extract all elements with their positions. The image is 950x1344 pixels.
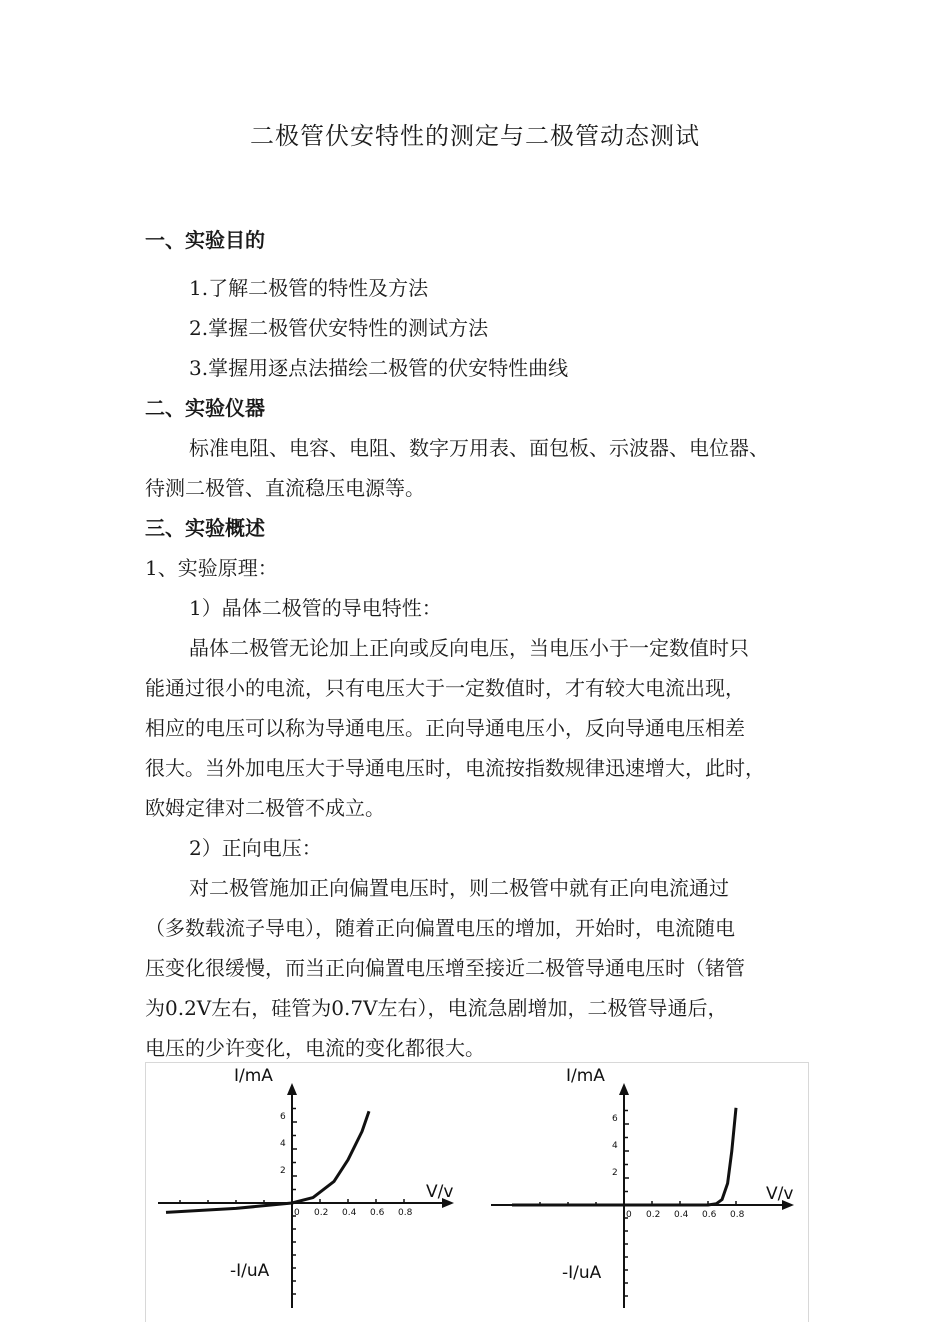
section-heading-equipment: 二、实验仪器 (145, 396, 265, 420)
x-tick-label: 0.4 (674, 1210, 689, 1220)
y-axis-label: I/mA (234, 1066, 273, 1086)
y-tick-label: 4 (612, 1141, 618, 1151)
y-tick-label: 6 (612, 1114, 618, 1124)
section-heading-purpose: 一、实验目的 (145, 228, 265, 252)
equipment-line: 标准电阻、电容、电阻、数字万用表、面包板、示波器、电位器、 (189, 436, 769, 460)
paragraph-line: 很大。当外加电压大于导通电压时，电流按指数规律迅速增大，此时， (145, 756, 765, 780)
y-axis-negative-label: -I/uA (562, 1263, 602, 1283)
paragraph-line: 欧姆定律对二极管不成立。 (145, 796, 385, 820)
paragraph-line: 电压的少许变化，电流的变化都很大。 (145, 1036, 485, 1060)
iv-curve-charts (146, 1063, 810, 1323)
iv-curve-germanium (166, 1111, 369, 1212)
y-tick-label: 6 (280, 1112, 286, 1122)
x-tick-label: 0.6 (370, 1208, 385, 1218)
y-axis-arrow (287, 1083, 297, 1095)
y-axis-label: I/mA (566, 1066, 605, 1086)
paragraph-line: 为0.2V左右，硅管为0.7V左右），电流急剧增加，二极管导通后， (145, 996, 728, 1020)
equipment-line: 待测二极管、直流稳压电源等。 (145, 476, 425, 500)
x-tick-label: 0.8 (398, 1208, 413, 1218)
purpose-item: 2.掌握二极管伏安特性的测试方法 (189, 316, 489, 340)
y-tick-label: 4 (280, 1139, 286, 1149)
x-tick-label: 0.2 (646, 1210, 661, 1220)
paragraph-line: 对二极管施加正向偏置电压时，则二极管中就有正向电流通过 (189, 876, 729, 900)
x-axis-label: V/v (766, 1184, 794, 1204)
subheading-conduction: 1）晶体二极管的导电特性： (189, 596, 442, 620)
iv-curve-figure (145, 1062, 809, 1322)
paragraph-line: 压变化很缓慢，而当正向偏置电压增至接近二极管导通电压时（锗管 (145, 956, 745, 980)
purpose-item: 1.了解二极管的特性及方法 (189, 276, 429, 300)
paragraph-line: 能通过很小的电流，只有电压大于一定数值时，才有较大电流出现， (145, 676, 745, 700)
paragraph-line: （多数载流子导电），随着正向偏置电压的增加，开始时，电流随电 (145, 916, 735, 940)
subheading-principle: 1、实验原理： (145, 556, 278, 580)
paragraph-line: 相应的电压可以称为导通电压。正向导通电压小，反向导通电压相差 (145, 716, 745, 740)
x-tick-label: 0.2 (314, 1208, 329, 1218)
x-tick-label: 0.4 (342, 1208, 357, 1218)
y-axis-arrow (619, 1083, 629, 1095)
x-tick-label: 0.8 (730, 1210, 745, 1220)
purpose-item: 3.掌握用逐点法描绘二极管的伏安特性曲线 (189, 356, 569, 380)
section-heading-overview: 三、实验概述 (145, 516, 265, 540)
y-axis-negative-label: -I/uA (230, 1261, 270, 1281)
paragraph-line: 晶体二极管无论加上正向或反向电压，当电压小于一定数值时只 (189, 636, 749, 660)
y-tick-label: 2 (612, 1168, 618, 1178)
x-tick-label: 0 (294, 1208, 300, 1218)
page-title: 二极管伏安特性的测定与二极管动态测试 (250, 122, 700, 150)
subheading-forward-voltage: 2）正向电压： (189, 836, 322, 860)
x-axis-label: V/v (426, 1182, 454, 1202)
x-tick-label: 0 (626, 1210, 632, 1220)
y-tick-label: 2 (280, 1166, 286, 1176)
x-tick-label: 0.6 (702, 1210, 717, 1220)
